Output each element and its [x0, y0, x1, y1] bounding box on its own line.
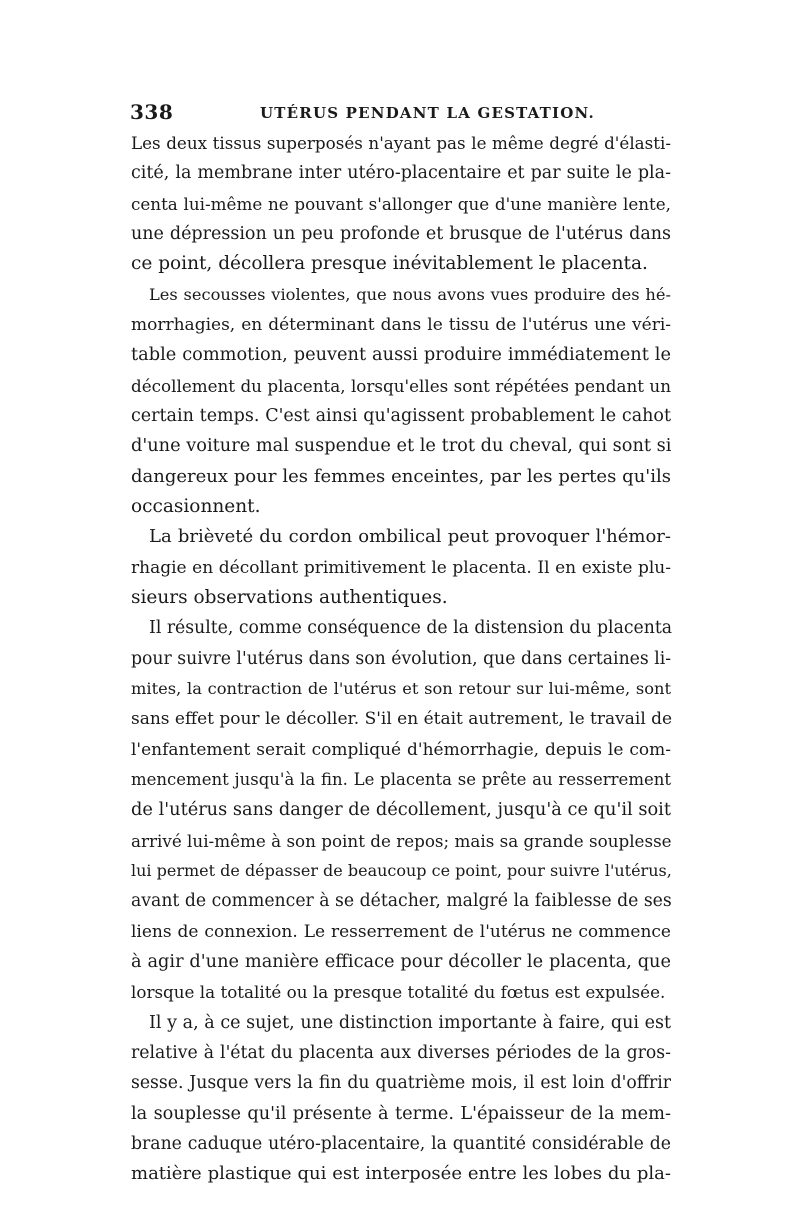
- text-line: d'une voiture mal suspendue et le trot du cheval, qui sont si: [131, 436, 672, 457]
- text-line: morrhagies, en déterminant dans le tissu de l'utérus une véri-: [131, 314, 671, 335]
- text-line: la souplesse qu'il présente à terme. L'épaisseur de la mem-: [131, 1103, 671, 1124]
- text-line: une dépression un peu profonde et brusque de l'utérus dans: [131, 223, 671, 244]
- text-line: dangereux pour les femmes enceintes, par les pertes qu'ils: [131, 465, 671, 487]
- running-head: [130, 100, 670, 126]
- text-line: brane caduque utéro-placentaire, la quantité considérable de: [131, 1133, 671, 1154]
- text-line: arrivé lui-même à son point de repos; mais sa grande souplesse: [131, 830, 672, 851]
- text-line: avant de commencer à se détacher, malgré la faiblesse de ses: [131, 891, 672, 912]
- text-line: matière plastique qui est interposée entre les lobes du pla-: [131, 1163, 671, 1185]
- text-line: Il résulte, comme conséquence de la distension du placenta: [149, 618, 673, 639]
- text-line: lui permet de dépasser de beaucoup ce point, pour suivre l'utérus,: [131, 860, 672, 880]
- text-line: à agir d'une manière efficace pour décoller le placenta, que: [131, 951, 671, 972]
- text-line: sesse. Jusque vers la fin du quatrième mois, il est loin d'offrir: [131, 1073, 671, 1094]
- text-line: sans effet pour le décoller. S'il en était autrement, le travail de: [131, 709, 673, 730]
- text-line: mites, la contraction de l'utérus et son retour sur lui-même, sont: [131, 678, 671, 698]
- text-line: certain temps. C'est ainsi qu'agissent probablement le cahot: [131, 405, 671, 426]
- text-line: occasionnent.: [131, 495, 261, 517]
- text-line: lorsque la totalité ou la presque totalité du fœtus est expulsée.: [131, 982, 666, 1003]
- page-number: 338: [130, 100, 174, 124]
- text-line: pour suivre l'utérus dans son évolution, que dans certaines li-: [131, 648, 672, 669]
- text-line: Les deux tissus superposés n'ayant pas le même degré d'élasti-: [131, 133, 671, 153]
- text-line: l'enfantement serait compliqué d'hémorrhagie, depuis le com-: [131, 739, 671, 760]
- text-line: mencement jusqu'à la fin. Le placenta se prête au resserrement: [131, 769, 671, 789]
- text-line: de l'utérus sans danger de décollement, jusqu'à ce qu'il soit: [131, 800, 671, 821]
- text-line: table commotion, peuvent aussi produire immédiatement le: [131, 345, 671, 366]
- text-line: Il y a, à ce sujet, une distinction importante à faire, qui est: [149, 1012, 671, 1033]
- text-line: relative à l'état du placenta aux diverses périodes de la gros-: [131, 1042, 671, 1063]
- text-line: sieurs observations authentiques.: [131, 586, 448, 608]
- text-line: rhagie en décollant primitivement le placenta. Il en existe plu-: [131, 557, 671, 578]
- body-text: [131, 128, 671, 1189]
- text-line: centa lui-même ne pouvant s'allonger que d'une manière lente,: [131, 193, 671, 214]
- text-line: cité, la membrane inter utéro-placentaire et par suite le pla-: [131, 163, 671, 184]
- text-line: La brièveté du cordon ombilical peut provoquer l'hémor-: [149, 526, 671, 548]
- running-title: UTÉRUS PENDANT LA GESTATION.: [260, 104, 595, 122]
- text-line: Les secousses violentes, que nous avons vues produire des hé-: [149, 284, 671, 304]
- text-line: ce point, décollera presque inévitablement le placenta.: [131, 253, 648, 275]
- text-line: liens de connexion. Le resserrement de l'utérus ne commence: [131, 921, 671, 942]
- text-line: décollement du placenta, lorsqu'elles sont répétées pendant un: [131, 375, 671, 396]
